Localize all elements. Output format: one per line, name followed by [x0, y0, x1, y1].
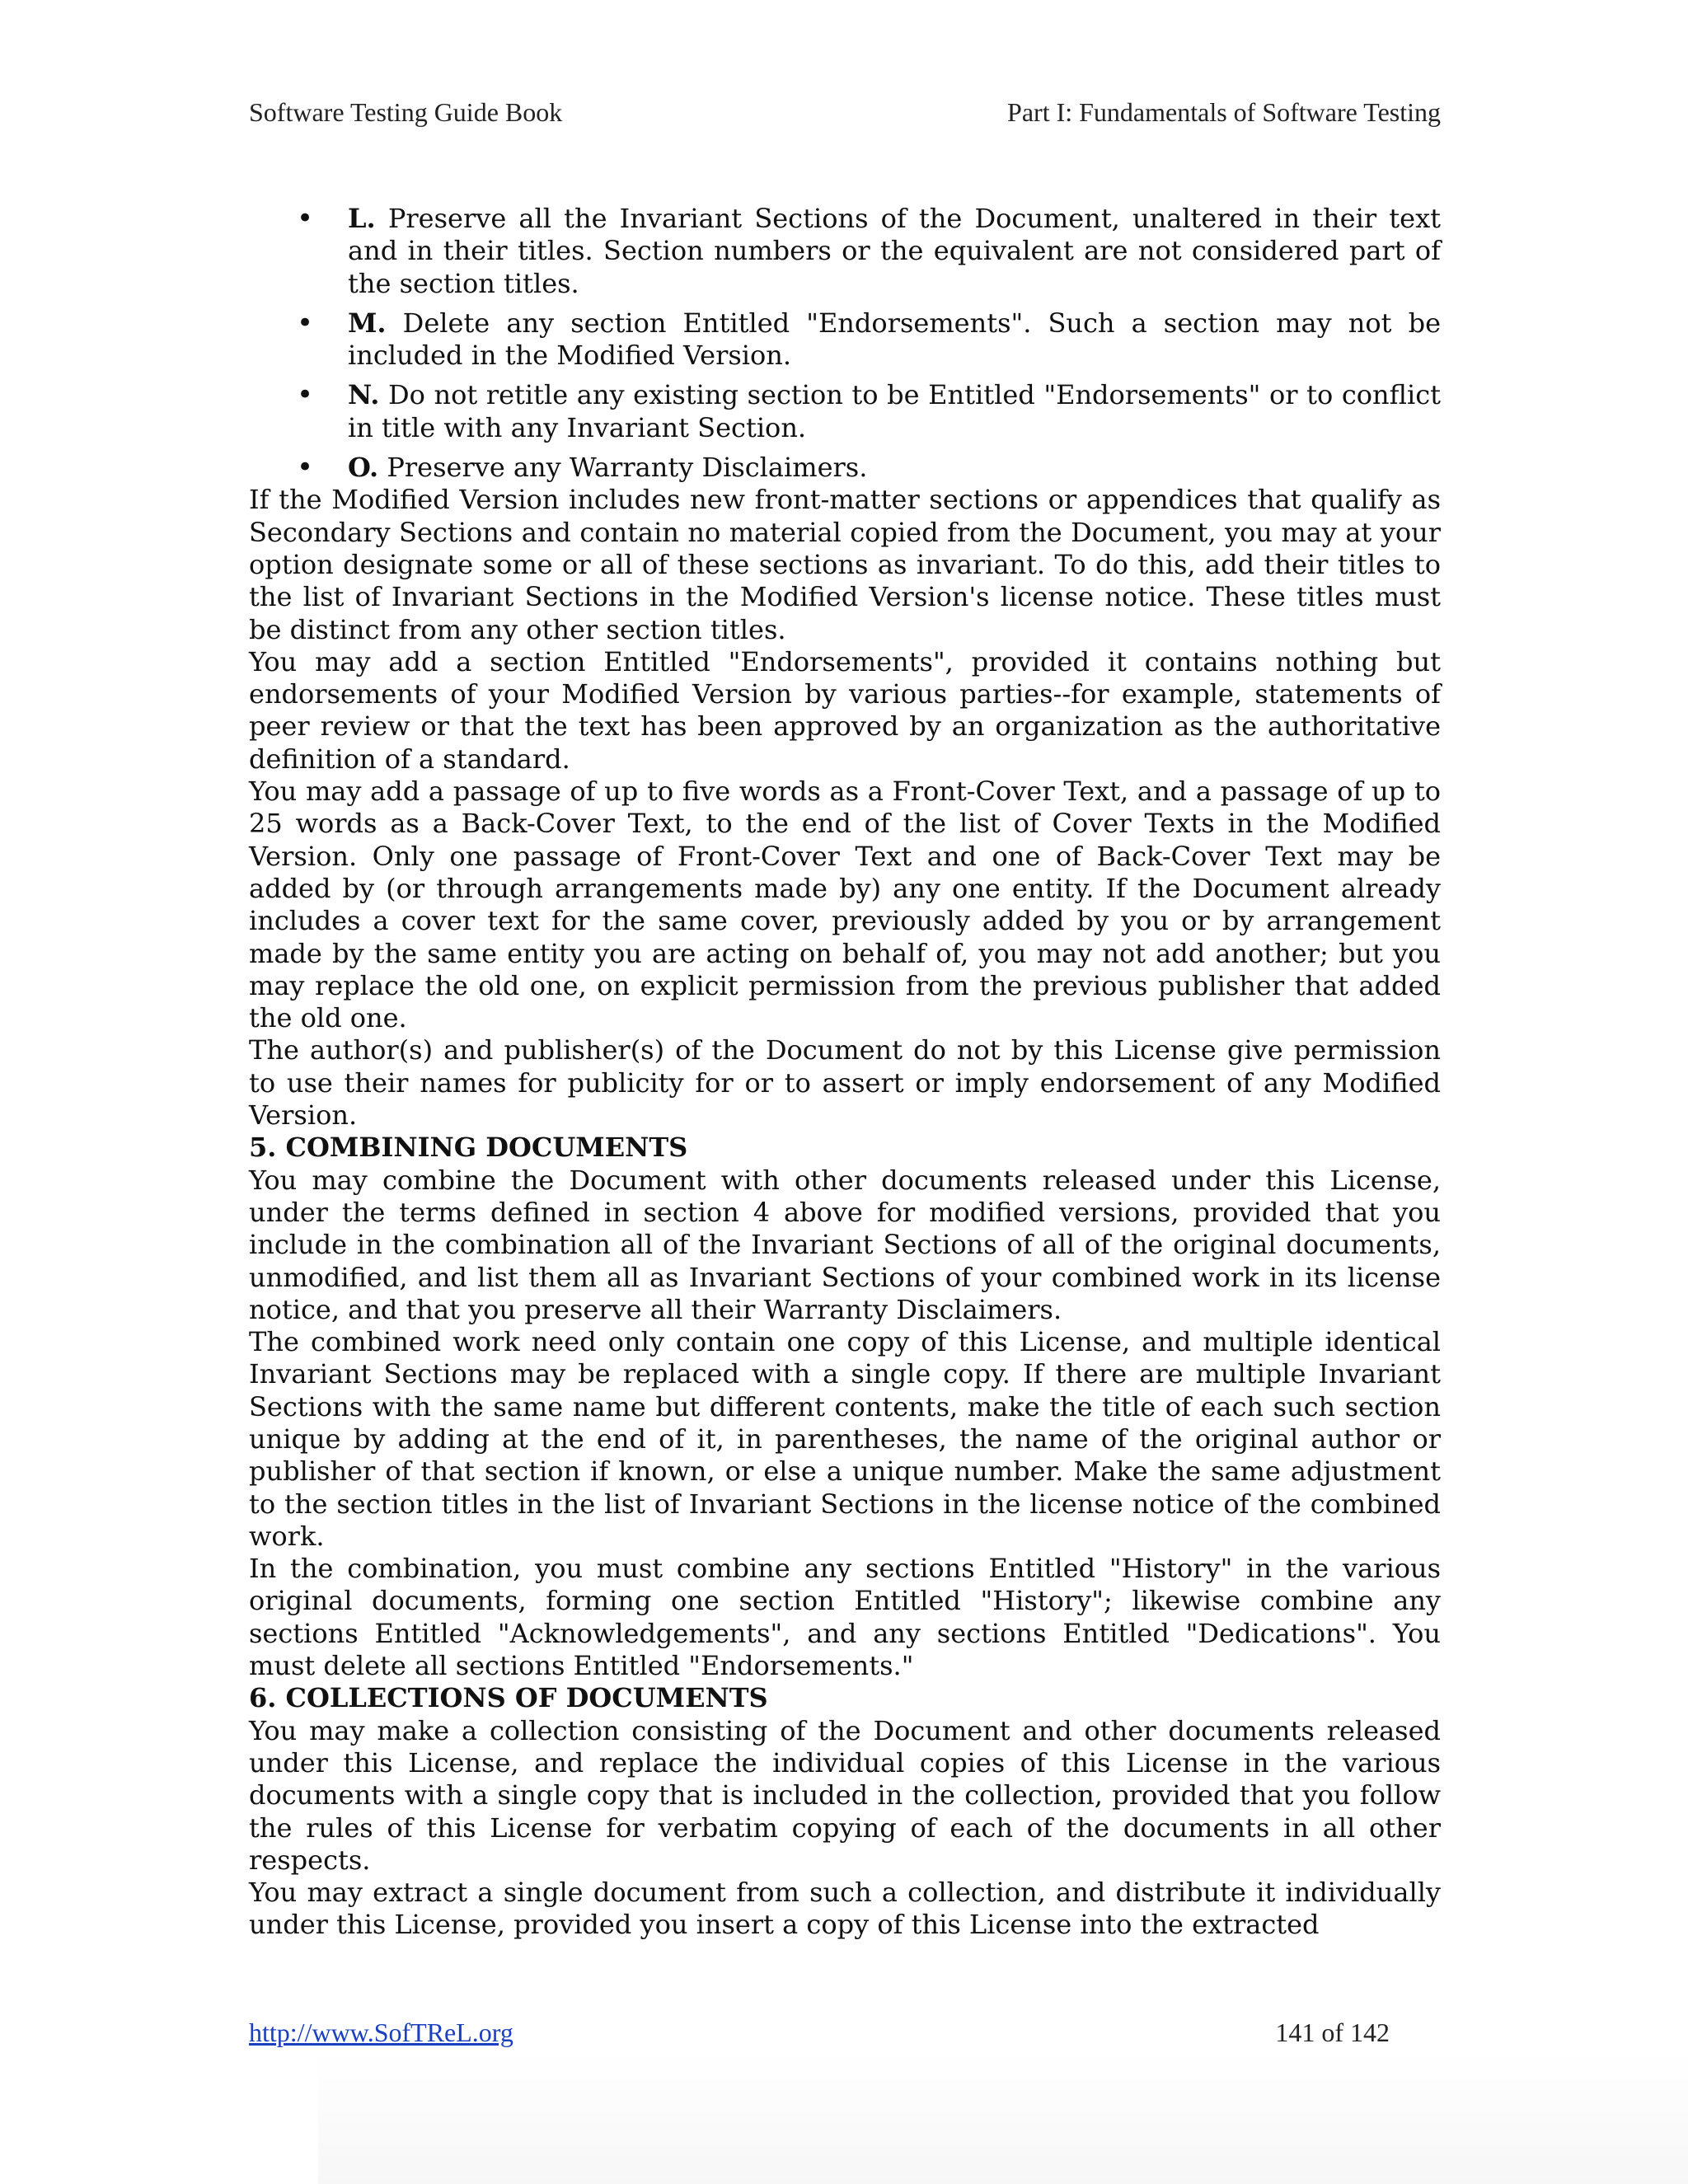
paragraph-invariant-sections: If the Modified Version includes new front-matter sections or appendices that qualify as Secondary Sections and contain no material copied from the Document, you may at your option designate some or all of these sections as invariant. To do this, add their titles to the list of Invariant Sections in the Modified Version's license notice. These titles must be distinct from any other section titles.	[249, 484, 1441, 645]
header-part-title: Part I: Fundamentals of Software Testing	[1007, 97, 1441, 127]
bullet-item-l	[249, 203, 1441, 300]
bullet-dot-icon: •	[297, 378, 314, 412]
bullet-text: Preserve all the Invariant Sections of the Document, unaltered in their text and in their titles. Section numbers or the equivalent are not considered part of the section titles.	[348, 203, 1442, 299]
paragraph-extract: You may extract a single document from such a collection, and distribute it individually under this License, provided you insert a copy of this License into the extracted	[249, 1877, 1441, 1941]
page-footer	[249, 2018, 1390, 2054]
paragraph-cover-texts: You may add a passage of up to five words as a Front-Cover Text, and a passage of up to 25 words as a Back-Cover Text, to the end of the list of Cover Texts in the Modified Version. Only one passage of Front-Cover Text and one of Back-Cover Text may be added by (or through arrangements made by) any one entity. If the Document already includes a cover text for the same cover, previously added by you or by arrangement made by the same entity you are acting on behalf of, you may not add another; but you may replace the old one, on explicit permission from the previous publisher that added the old one.	[249, 776, 1441, 1034]
bullet-text: Do not retitle any existing section to be Entitled "Endorsements" or to conflict in title with any Invariant Section.	[348, 379, 1442, 443]
bullet-letter: L.	[348, 203, 376, 234]
document-body	[249, 203, 1441, 1942]
section-heading-combining: 5. COMBINING DOCUMENTS	[249, 1132, 688, 1164]
bullet-letter: N.	[348, 379, 380, 411]
bullet-letter: M.	[348, 307, 387, 339]
bottom-shadow	[318, 2052, 1688, 2184]
paragraph-collection: You may make a collection consisting of the Document and other documents released under this License, and replace the individual copies of this License in the various documents with a single copy that is included in the collection, provided that you follow the rules of this License for verbatim copying of each of the documents in all other respects.	[249, 1714, 1441, 1876]
bullet-item-m	[249, 307, 1441, 373]
paragraph-endorsements: You may add a section Entitled "Endorsements", provided it contains nothing but endorsements of your Modified Version by various parties--for example, statements of peer review or that the text has been approved by an organization as the authoritative definition of a standard.	[249, 645, 1441, 775]
bullet-item-o	[249, 452, 1441, 484]
paragraph-history-sections: In the combination, you must combine any sections Entitled "History" in the various original documents, forming one section Entitled "History"; likewise combine any sections Entitled "Acknowledgements", and any sections Entitled "Dedications". You must delete all sections Entitled "Endorsements."	[249, 1553, 1441, 1682]
softrel-link[interactable]: http://www.SofTReL.org	[249, 2018, 513, 2047]
modification-bullet-list	[249, 203, 1441, 484]
bullet-letter: O.	[348, 452, 379, 484]
section-heading-collections: 6. COLLECTIONS OF DOCUMENTS	[249, 1682, 768, 1714]
header-book-title: Software Testing Guide Book	[249, 97, 563, 127]
page-number: 141 of 142	[1275, 2018, 1390, 2047]
bullet-dot-icon: •	[297, 451, 314, 485]
paragraph-combined-work: The combined work need only contain one copy of this License, and multiple identical Invariant Sections may be replaced with a single copy. If there are multiple Invariant Sections with the same name but different contents, make the title of each such section unique by adding at the end of it, in parentheses, the name of the original author or publisher of that section if known, or else a unique number. Make the same adjustment to the section titles in the list of Invariant Sections in the license notice of the combined work.	[249, 1326, 1441, 1552]
bullet-item-n	[249, 379, 1441, 444]
paragraph-publicity: The author(s) and publisher(s) of the Document do not by this License give permission to use their names for publicity for or to assert or imply endorsement of any Modified Version.	[249, 1034, 1441, 1132]
paragraph-combine-documents: You may combine the Document with other documents released under this License, under the terms defined in section 4 above for modified versions, provided that you include in the combination all of the Invariant Sections of all of the original documents, unmodified, and list them all as Invariant Sections of your combined work in its license notice, and that you preserve all their Warranty Disclaimers.	[249, 1164, 1441, 1325]
bullet-dot-icon: •	[297, 306, 314, 340]
bullet-dot-icon: •	[297, 202, 314, 235]
bullet-text: Delete any section Entitled "Endorsements". Such a section may not be included in the Modified Version.	[348, 307, 1442, 372]
bullet-text: Preserve any Warranty Disclaimers.	[387, 452, 868, 484]
page-header	[249, 97, 1441, 134]
